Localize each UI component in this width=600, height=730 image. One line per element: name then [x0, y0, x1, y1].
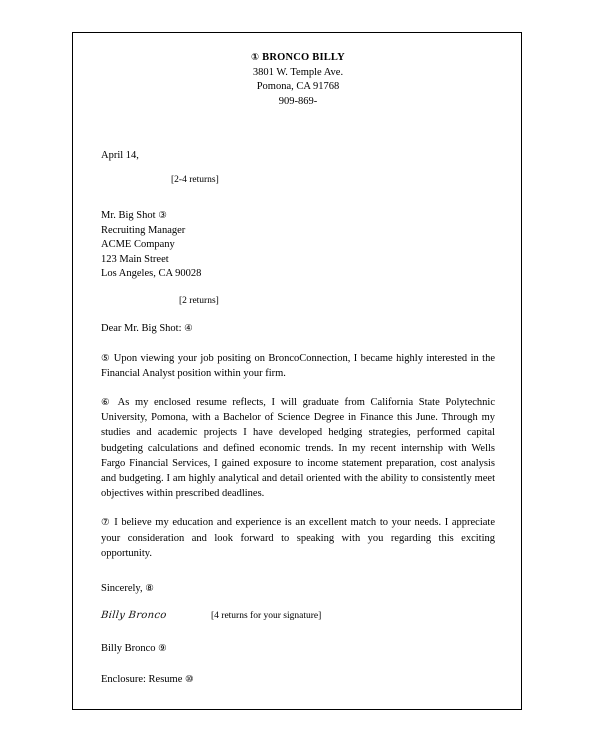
marker-8: ⑧: [145, 582, 154, 594]
recipient-name-line: [101, 209, 495, 224]
sender-phone: 909-869-: [278, 95, 318, 107]
recipient-title: Recruiting Manager: [101, 224, 186, 236]
letter-page: [72, 32, 522, 710]
signature-row: [101, 610, 495, 621]
marker-9: ⑨: [158, 642, 167, 654]
recipient-address: [101, 209, 495, 282]
note-returns-2: [2 returns]: [179, 295, 219, 306]
marker-6: ⑥: [101, 396, 113, 408]
marker-5: ⑤: [101, 352, 111, 364]
paragraph-3: [101, 515, 495, 561]
recipient-company: ACME Company: [101, 239, 175, 250]
marker-3: ③: [158, 210, 167, 221]
paragraph-3-text: I believe my education and experience is an excellent match to your needs. I appreciate your consideration and look forward to speaking with you regarding this exciting opportunity.: [101, 517, 495, 559]
salutation-text: Dear Mr. Big Shot:: [101, 323, 182, 334]
recipient-name: Mr. Big Shot: [101, 210, 156, 221]
enclosure-text: Enclosure: Resume: [101, 673, 183, 685]
closing-text: Sincerely,: [101, 582, 143, 594]
paragraph-2-text: As my enclosed resume reflects, I will graduate from California State Polytechnic University, Pomona, with a Bachelor of Science Degree in Finance this June. Through my studies and academic projects I have developed hedging strategies, performed capital budgeting calculations and defined economic trends. In my recent internship with Wells Fargo Financial Services, I gained exposure to income statement preparation, cost analysis and budgeting. I am highly analytical and detail oriented with the ability to consistently meet objectives within prescribed deadlines.: [101, 396, 495, 500]
recipient-street: 123 Main Street: [101, 253, 169, 265]
paragraph-1-text: Upon viewing your job positing on BroncoConnection, I became highly interested in the Financial Analyst position within your firm.: [101, 352, 495, 379]
enclosure-line: [101, 674, 495, 685]
marker-4: ④: [184, 323, 193, 334]
letter-body: [101, 51, 495, 685]
sender-city-state-zip: Pomona, CA 91768: [256, 81, 340, 92]
note-returns-2-4: [2-4 returns]: [171, 174, 219, 185]
typed-name: Billy Bronco: [101, 642, 156, 654]
note-signature-returns: [4 returns for your signature]: [211, 610, 322, 621]
paragraph-1: [101, 351, 495, 381]
sender-street: 3801 W. Temple Ave.: [252, 66, 344, 78]
letterhead: [101, 51, 495, 109]
salutation-line: [101, 322, 495, 337]
paragraph-2: [101, 395, 495, 501]
letterhead-name-line: [101, 51, 495, 66]
marker-7: ⑦: [101, 517, 111, 529]
marker-1: ①: [251, 52, 260, 63]
letter-date: April 14,: [101, 150, 139, 161]
recipient-city-state-zip: Los Angeles, CA 90028: [101, 268, 202, 279]
sender-name: BRONCO BILLY: [262, 52, 345, 63]
handwritten-signature: Billy Bronco: [100, 609, 168, 621]
closing-line: [101, 583, 495, 594]
marker-10: ⑩: [184, 673, 194, 685]
typed-name-line: [101, 643, 495, 654]
